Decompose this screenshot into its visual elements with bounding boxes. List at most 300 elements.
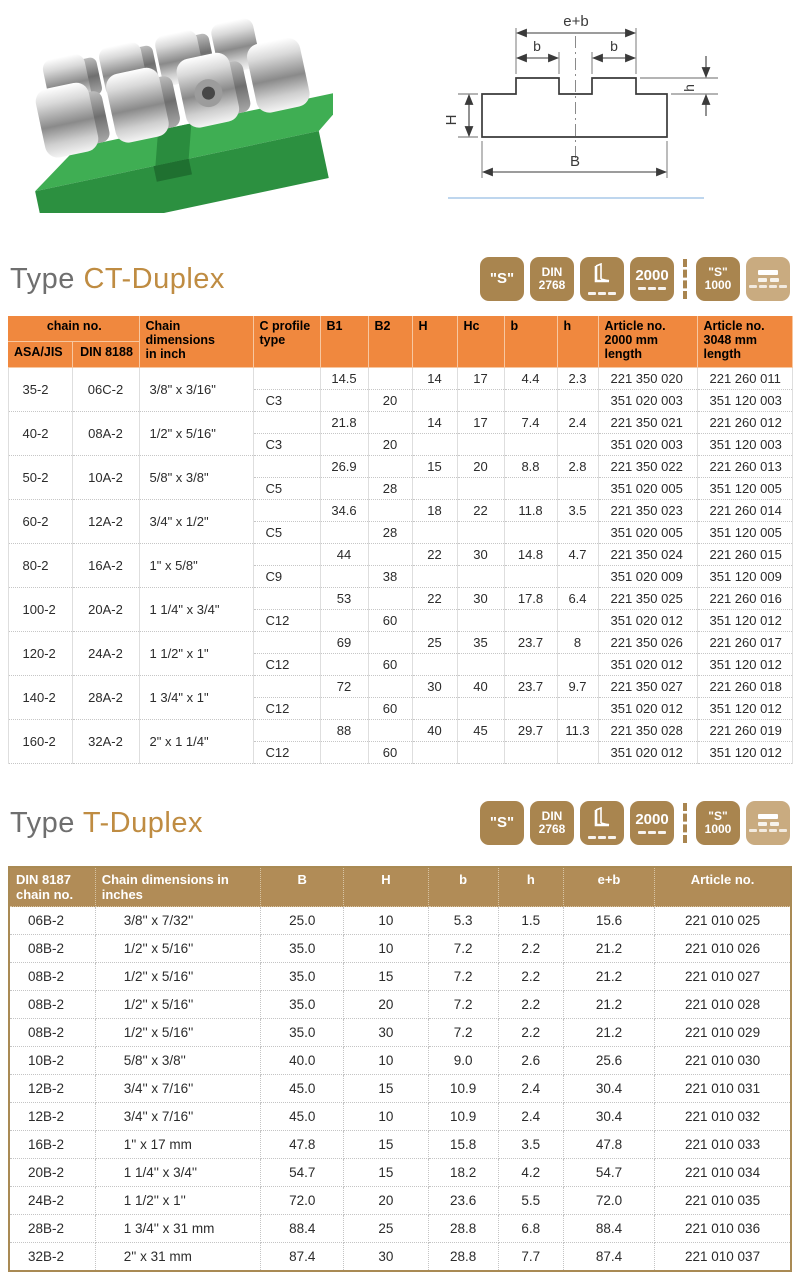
cell-article-2000-line2: 351 020 005: [598, 478, 697, 500]
cell-H: 30: [344, 1243, 428, 1272]
cell-b: 17.8: [504, 588, 557, 610]
cell-H-blank: [412, 566, 457, 588]
cell-chain-dimensions: 1'' x 17 mm: [95, 1131, 260, 1159]
cell-b: 10.9: [428, 1075, 498, 1103]
cell-b-blank: [504, 566, 557, 588]
title-name: CT-Duplex: [83, 262, 225, 295]
cell-b2: 60: [368, 698, 412, 720]
ct-header-art-2000: Article no. 2000 mm length: [598, 316, 697, 368]
t-table-row: [9, 1019, 791, 1047]
cell-din-chain-no: 32B-2: [9, 1243, 95, 1272]
cell-b1: 34.6: [320, 500, 368, 522]
cell-article-3048-line2: 351 120 003: [697, 434, 792, 456]
cell-b1: 26.9: [320, 456, 368, 478]
badges-divider: [683, 803, 687, 843]
cell-h: 3.5: [557, 500, 598, 522]
cell-h-blank: [557, 390, 598, 412]
cell-Hc-blank: [457, 698, 504, 720]
t-header-article: Article no.: [655, 867, 791, 907]
cell-B: 72.0: [261, 1187, 344, 1215]
badge-s: [480, 257, 524, 301]
cell-article-no: 221 010 030: [655, 1047, 791, 1075]
cell-h-blank: [557, 434, 598, 456]
ct-header-b: b: [504, 316, 557, 368]
cell-Hc: 35: [457, 632, 504, 654]
badge-dimensions: [746, 257, 790, 301]
badge-label: "S": [489, 270, 515, 288]
t-table-row: [9, 1075, 791, 1103]
badge-2000: [630, 257, 674, 301]
cell-b: 8.8: [504, 456, 557, 478]
badge-label: 2768: [538, 278, 566, 292]
cell-Hc: 22: [457, 500, 504, 522]
cell-b1-blank: [320, 566, 368, 588]
cell-article-2000-line2: 351 020 012: [598, 698, 697, 720]
t-header-din: DIN 8187 chain no.: [9, 867, 95, 907]
badge-subtext-bars: [749, 285, 787, 288]
cell-H: 15: [344, 1159, 428, 1187]
cell-h: 2.2: [498, 935, 563, 963]
cell-b-blank: [504, 610, 557, 632]
t-duplex-table: [8, 866, 792, 1272]
cell-e-plus-b: 21.2: [563, 1019, 654, 1047]
cell-b1: 69: [320, 632, 368, 654]
cell-article-3048-line2: 351 120 003: [697, 390, 792, 412]
cell-h: 6.4: [557, 588, 598, 610]
cell-B: 35.0: [261, 935, 344, 963]
badge-row-t: [480, 801, 790, 845]
cell-chain-dimensions: 1 3/4" x 1": [139, 676, 253, 720]
cell-article-3048-line1: 221 260 014: [697, 500, 792, 522]
dim-label-H: H: [443, 114, 460, 126]
cell-asa-jis: 50-2: [8, 456, 72, 500]
ct-table-row: [8, 632, 792, 654]
cell-B: 40.0: [261, 1047, 344, 1075]
dim-label-b-left: b: [533, 38, 541, 54]
cell-Hc: 30: [457, 544, 504, 566]
badge-din-2768: [530, 801, 574, 845]
cell-chain-dimensions: 1 1/4" x 3/4": [139, 588, 253, 632]
cell-article-3048-line2: 351 120 012: [697, 698, 792, 720]
cell-b1: 44: [320, 544, 368, 566]
title-name: T-Duplex: [82, 806, 203, 839]
cell-article-2000-line2: 351 020 012: [598, 654, 697, 676]
badge-label: 2000: [635, 267, 669, 285]
c-profile-icon: [590, 807, 614, 834]
ct-table-row: [8, 412, 792, 434]
cell-Hc: 30: [457, 588, 504, 610]
cell-b1: 21.8: [320, 412, 368, 434]
t-header-h: h: [498, 867, 563, 907]
cell-c-profile-blank: [253, 500, 320, 522]
cell-chain-dimensions: 3/4'' x 7/16'': [95, 1075, 260, 1103]
cell-chain-dimensions: 5/8'' x 3/8'': [95, 1047, 260, 1075]
dim-label-b-right: b: [610, 38, 618, 54]
cell-din-8188: 16A-2: [72, 544, 139, 588]
cell-Hc: 20: [457, 456, 504, 478]
cell-H: 15: [344, 963, 428, 991]
badge-label: 1000: [704, 822, 732, 836]
cell-Hc: 17: [457, 412, 504, 434]
cell-article-3048-line1: 221 260 017: [697, 632, 792, 654]
cell-b2-blank: [368, 544, 412, 566]
cell-article-no: 221 010 032: [655, 1103, 791, 1131]
cell-article-3048-line1: 221 260 016: [697, 588, 792, 610]
cell-H-blank: [412, 434, 457, 456]
cell-asa-jis: 80-2: [8, 544, 72, 588]
dimension-bars-icon: [758, 270, 779, 282]
badge-subtext-bars: [638, 831, 666, 834]
cell-H: 25: [344, 1215, 428, 1243]
cell-H-blank: [412, 478, 457, 500]
cell-c-profile-type: C12: [253, 610, 320, 632]
cell-H: 22: [412, 588, 457, 610]
cell-chain-dimensions: 1 1/4'' x 3/4'': [95, 1159, 260, 1187]
cell-Hc-blank: [457, 610, 504, 632]
cell-chain-dimensions: 3/8'' x 7/32'': [95, 907, 260, 935]
ct-table-row: [8, 544, 792, 566]
t-header-B: B: [261, 867, 344, 907]
cell-h: 2.4: [498, 1075, 563, 1103]
cell-b-blank: [504, 390, 557, 412]
cell-h-blank: [557, 522, 598, 544]
cell-article-3048-line1: 221 260 012: [697, 412, 792, 434]
dim-label-B: B: [569, 153, 581, 170]
cell-h: 8: [557, 632, 598, 654]
ct-header-c-profile: C profile type: [253, 316, 320, 368]
cell-din-chain-no: 08B-2: [9, 935, 95, 963]
cell-b2-blank: [368, 720, 412, 742]
cell-H: 15: [344, 1131, 428, 1159]
cell-b: 18.2: [428, 1159, 498, 1187]
cell-h-blank: [557, 742, 598, 764]
cell-b2: 60: [368, 610, 412, 632]
cell-article-3048-line2: 351 120 012: [697, 654, 792, 676]
cell-e-plus-b: 88.4: [563, 1215, 654, 1243]
cell-article-2000-line2: 351 020 003: [598, 390, 697, 412]
cell-B: 88.4: [261, 1215, 344, 1243]
cell-e-plus-b: 15.6: [563, 907, 654, 935]
cell-c-profile-type: C3: [253, 390, 320, 412]
cell-h: 2.4: [498, 1103, 563, 1131]
cell-chain-dimensions: 1/2'' x 5/16'': [95, 935, 260, 963]
cell-b: 7.4: [504, 412, 557, 434]
cell-B: 54.7: [261, 1159, 344, 1187]
cell-article-2000-line2: 351 020 003: [598, 434, 697, 456]
cell-H: 15: [412, 456, 457, 478]
cell-h: 2.6: [498, 1047, 563, 1075]
cell-H-blank: [412, 742, 457, 764]
cell-b1-blank: [320, 390, 368, 412]
badge-din-2768: [530, 257, 574, 301]
cell-chain-dimensions: 1 3/4'' x 31 mm: [95, 1215, 260, 1243]
cell-B: 47.8: [261, 1131, 344, 1159]
cell-c-profile-blank: [253, 632, 320, 654]
cell-b: 7.2: [428, 1019, 498, 1047]
t-table-row: [9, 907, 791, 935]
cell-article-2000-line1: 221 350 020: [598, 368, 697, 390]
cell-chain-dimensions: 1 1/2'' x 1'': [95, 1187, 260, 1215]
cell-B: 35.0: [261, 1019, 344, 1047]
cell-article-2000-line1: 221 350 024: [598, 544, 697, 566]
cell-b: 7.2: [428, 935, 498, 963]
cell-din-chain-no: 10B-2: [9, 1047, 95, 1075]
cell-b2: 28: [368, 522, 412, 544]
cell-b: 23.6: [428, 1187, 498, 1215]
cell-c-profile-blank: [253, 720, 320, 742]
cell-c-profile-blank: [253, 456, 320, 478]
cell-e-plus-b: 87.4: [563, 1243, 654, 1272]
cell-din-8188: 28A-2: [72, 676, 139, 720]
cell-article-3048-line1: 221 260 019: [697, 720, 792, 742]
profile-dimension-diagram: [436, 0, 792, 212]
cell-b-blank: [504, 742, 557, 764]
badge-label: 2768: [538, 822, 566, 836]
cell-b1-blank: [320, 654, 368, 676]
t-table-row: [9, 1243, 791, 1272]
t-header-H: H: [344, 867, 428, 907]
cell-e-plus-b: 21.2: [563, 935, 654, 963]
cell-b: 10.9: [428, 1103, 498, 1131]
title-prefix: Type: [10, 806, 83, 839]
cell-b: 28.8: [428, 1243, 498, 1272]
t-header-eb: e+b: [563, 867, 654, 907]
cell-b: 28.8: [428, 1215, 498, 1243]
badge-label: "S": [489, 814, 515, 832]
cell-b1-blank: [320, 478, 368, 500]
cell-c-profile-type: C5: [253, 478, 320, 500]
cell-din-8188: 12A-2: [72, 500, 139, 544]
dim-label-eb: e+b: [563, 13, 589, 30]
cell-b1-blank: [320, 742, 368, 764]
cell-b1: 72: [320, 676, 368, 698]
cell-b1-blank: [320, 610, 368, 632]
cell-din-8188: 32A-2: [72, 720, 139, 764]
hero-section: [0, 0, 800, 228]
cell-asa-jis: 35-2: [8, 368, 72, 412]
cell-article-no: 221 010 027: [655, 963, 791, 991]
cell-b: 7.2: [428, 991, 498, 1019]
cell-b: 5.3: [428, 907, 498, 935]
cell-din-chain-no: 28B-2: [9, 1215, 95, 1243]
cell-B: 35.0: [261, 963, 344, 991]
t-table-row: [9, 1187, 791, 1215]
badge-label: 1000: [704, 278, 732, 292]
ct-table-row: [8, 368, 792, 390]
cell-B: 35.0: [261, 991, 344, 1019]
cell-h-blank: [557, 654, 598, 676]
duplex-chain-photo: [28, 8, 333, 213]
cell-article-2000-line1: 221 350 022: [598, 456, 697, 478]
cell-b2-blank: [368, 412, 412, 434]
cell-h-blank: [557, 478, 598, 500]
cell-chain-dimensions: 2" x 1 1/4": [139, 720, 253, 764]
cell-din-8188: 20A-2: [72, 588, 139, 632]
badge-label: DIN: [541, 265, 563, 280]
badge-s: [480, 801, 524, 845]
t-table-row: [9, 1159, 791, 1187]
cell-b2: 38: [368, 566, 412, 588]
cell-din-chain-no: 24B-2: [9, 1187, 95, 1215]
ct-header-Hc: Hc: [457, 316, 504, 368]
cell-c-profile-blank: [253, 676, 320, 698]
cell-article-no: 221 010 033: [655, 1131, 791, 1159]
cell-h: 4.7: [557, 544, 598, 566]
cell-b1: 14.5: [320, 368, 368, 390]
cell-chain-dimensions: 1/2" x 5/16": [139, 412, 253, 456]
t-table-row: [9, 1103, 791, 1131]
cell-b2-blank: [368, 588, 412, 610]
cell-article-2000-line1: 221 350 023: [598, 500, 697, 522]
cell-h-blank: [557, 610, 598, 632]
cell-b1: 53: [320, 588, 368, 610]
t-header-dims: Chain dimensions in inches: [95, 867, 260, 907]
cell-H: 10: [344, 1047, 428, 1075]
page-title-t: [10, 807, 203, 840]
cell-article-2000-line2: 351 020 012: [598, 742, 697, 764]
ct-table-row: [8, 500, 792, 522]
cell-h-blank: [557, 698, 598, 720]
ct-table-row: [8, 588, 792, 610]
ct-header-h: h: [557, 316, 598, 368]
cell-h: 6.8: [498, 1215, 563, 1243]
cell-din-8188: 24A-2: [72, 632, 139, 676]
cell-h-blank: [557, 566, 598, 588]
t-table-row: [9, 1131, 791, 1159]
cell-c-profile-blank: [253, 544, 320, 566]
cell-b-blank: [504, 434, 557, 456]
badge-c-profile: [580, 801, 624, 845]
cell-B: 87.4: [261, 1243, 344, 1272]
cell-din-chain-no: 08B-2: [9, 991, 95, 1019]
badges-divider: [683, 259, 687, 299]
cell-b2: 60: [368, 654, 412, 676]
cell-asa-jis: 120-2: [8, 632, 72, 676]
cell-H-blank: [412, 654, 457, 676]
cell-din-8188: 08A-2: [72, 412, 139, 456]
cell-h: 2.2: [498, 1019, 563, 1047]
cell-article-no: 221 010 037: [655, 1243, 791, 1272]
cell-b2-blank: [368, 456, 412, 478]
cell-chain-dimensions: 3/8" x 3/16": [139, 368, 253, 412]
cell-din-chain-no: 08B-2: [9, 1019, 95, 1047]
cell-din-chain-no: 16B-2: [9, 1131, 95, 1159]
cell-article-no: 221 010 035: [655, 1187, 791, 1215]
c-profile-icon: [590, 263, 614, 290]
cell-b2: 20: [368, 390, 412, 412]
cell-din-chain-no: 08B-2: [9, 963, 95, 991]
badge-row-ct: [480, 257, 790, 301]
cell-c-profile-type: C5: [253, 522, 320, 544]
badge-subtext-bars: [749, 829, 787, 832]
cell-Hc-blank: [457, 434, 504, 456]
cell-H: 40: [412, 720, 457, 742]
cell-c-profile-type: C9: [253, 566, 320, 588]
cell-c-profile-blank: [253, 588, 320, 610]
cell-b1-blank: [320, 522, 368, 544]
cell-h: 7.7: [498, 1243, 563, 1272]
t-table-row: [9, 1215, 791, 1243]
cell-H: 10: [344, 907, 428, 935]
cell-H: 20: [344, 991, 428, 1019]
cell-c-profile-type: C12: [253, 698, 320, 720]
t-table-row: [9, 1047, 791, 1075]
cell-chain-dimensions: 5/8" x 3/8": [139, 456, 253, 500]
cell-H: 10: [344, 935, 428, 963]
badge-label: 2000: [635, 811, 669, 829]
ct-duplex-table: [8, 316, 793, 764]
cell-Hc-blank: [457, 390, 504, 412]
cell-chain-dimensions: 1/2'' x 5/16'': [95, 963, 260, 991]
cell-H: 22: [412, 544, 457, 566]
cell-b: 9.0: [428, 1047, 498, 1075]
cell-chain-dimensions: 3/4'' x 7/16'': [95, 1103, 260, 1131]
cell-h: 9.7: [557, 676, 598, 698]
cell-article-3048-line2: 351 120 005: [697, 478, 792, 500]
cell-H-blank: [412, 522, 457, 544]
cell-article-no: 221 010 028: [655, 991, 791, 1019]
cell-article-2000-line1: 221 350 025: [598, 588, 697, 610]
cell-b1-blank: [320, 698, 368, 720]
ct-header-dims: Chain dimensions in inch: [139, 316, 253, 368]
t-table-row: [9, 935, 791, 963]
cell-e-plus-b: 21.2: [563, 963, 654, 991]
dim-label-h: h: [681, 84, 697, 92]
cell-b1: 88: [320, 720, 368, 742]
ct-header-din: DIN 8188: [72, 342, 139, 368]
cell-c-profile-blank: [253, 412, 320, 434]
cell-b: 11.8: [504, 500, 557, 522]
cell-b: 29.7: [504, 720, 557, 742]
dimension-bars-icon: [758, 814, 779, 826]
badge-label: "S": [708, 809, 728, 824]
cell-e-plus-b: 72.0: [563, 1187, 654, 1215]
cell-e-plus-b: 30.4: [563, 1075, 654, 1103]
cell-chain-dimensions: 1 1/2" x 1": [139, 632, 253, 676]
ct-header-b1: B1: [320, 316, 368, 368]
badge-c-profile: [580, 257, 624, 301]
cell-Hc: 40: [457, 676, 504, 698]
cell-h: 3.5: [498, 1131, 563, 1159]
cell-article-3048-line1: 221 260 011: [697, 368, 792, 390]
cell-h: 2.2: [498, 991, 563, 1019]
cell-din-chain-no: 12B-2: [9, 1075, 95, 1103]
cell-H-blank: [412, 610, 457, 632]
cell-c-profile-blank: [253, 368, 320, 390]
cell-din-8188: 10A-2: [72, 456, 139, 500]
cell-H: 30: [344, 1019, 428, 1047]
cell-H: 30: [412, 676, 457, 698]
cell-b1-blank: [320, 434, 368, 456]
cell-article-3048-line2: 351 120 012: [697, 610, 792, 632]
badge-s-1000: [696, 801, 740, 845]
cell-article-2000-line1: 221 350 027: [598, 676, 697, 698]
cell-b-blank: [504, 654, 557, 676]
badge-dimensions: [746, 801, 790, 845]
cell-H-blank: [412, 390, 457, 412]
cell-din-chain-no: 12B-2: [9, 1103, 95, 1131]
cell-asa-jis: 40-2: [8, 412, 72, 456]
ct-header-asa: ASA/JIS: [8, 342, 72, 368]
cell-b2: 28: [368, 478, 412, 500]
cell-b: 23.7: [504, 632, 557, 654]
cell-b: 23.7: [504, 676, 557, 698]
cell-b-blank: [504, 698, 557, 720]
cell-article-no: 221 010 034: [655, 1159, 791, 1187]
cell-din-chain-no: 20B-2: [9, 1159, 95, 1187]
cell-article-no: 221 010 036: [655, 1215, 791, 1243]
cell-b2-blank: [368, 676, 412, 698]
